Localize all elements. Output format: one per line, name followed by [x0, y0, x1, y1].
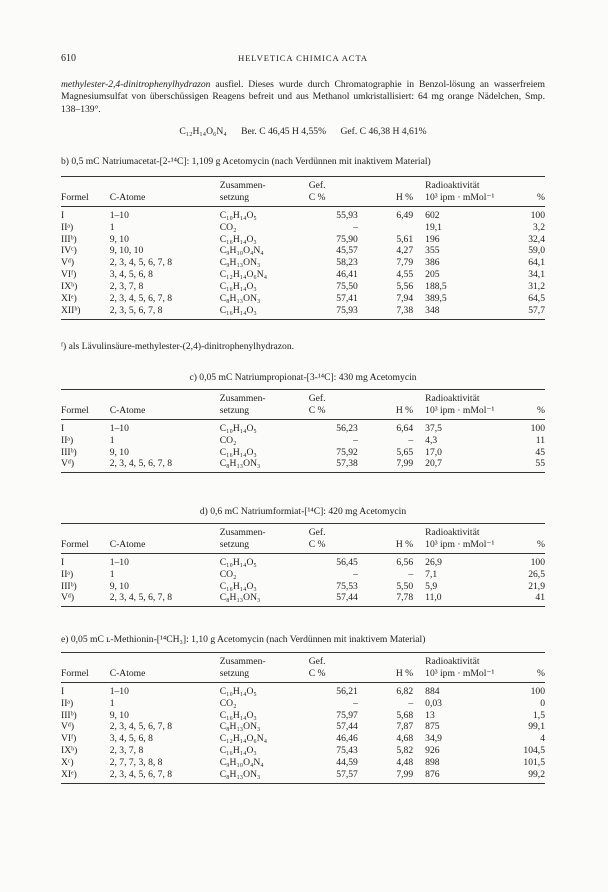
table-cell: C₈H₁₃ON₃: [219, 769, 261, 781]
column-header: C-Atome: [109, 191, 146, 203]
table-cell: 4,55: [396, 269, 414, 281]
table-cell: 9, 10: [109, 233, 129, 245]
table-cell: C₉H₁₃ON₃: [219, 257, 261, 269]
table-row: [61, 245, 545, 257]
column-header: [110, 390, 220, 405]
table-cell: –: [353, 568, 358, 580]
table-cell: –: [353, 697, 358, 709]
table-cell: 45: [535, 446, 545, 458]
table-cell: 196: [425, 233, 440, 245]
table-cell: 64,1: [528, 257, 545, 269]
table-cell: 7,78: [396, 592, 414, 604]
column-header: [61, 177, 110, 192]
table-cell: 31,2: [528, 281, 545, 293]
table-row: [61, 435, 545, 447]
table-row: [61, 698, 545, 710]
table-cell: Vᵈ): [61, 721, 75, 733]
table-cell: 2, 3, 7, 8: [109, 745, 144, 757]
table-section-e: [61, 652, 545, 784]
table-cell: C₁₆H₁₄O₃: [219, 233, 257, 245]
table-cell: 75,92: [336, 446, 358, 458]
table-cell: C₁₆H₁₄O₃: [219, 745, 257, 757]
table-cell: 3,2: [533, 221, 545, 233]
table-cell: 2, 3, 7, 8: [109, 281, 144, 293]
column-header: 10³ ipm · mMol⁻¹: [425, 667, 495, 679]
table-cell: 7,38: [396, 304, 414, 316]
table-cell: Xᶜ): [61, 757, 74, 769]
header-row-1: [61, 390, 545, 405]
header-row-1: [61, 524, 545, 539]
table-cell: 1–10: [109, 685, 129, 697]
table-cell: 26,9: [425, 556, 442, 568]
column-header: Radioaktivität: [425, 180, 480, 191]
table-cell: 876: [425, 769, 440, 781]
table-cell: 41: [535, 592, 545, 604]
table-cell: 56,21: [336, 685, 358, 697]
table-cell: 20,7: [425, 458, 442, 470]
table-cell: 4: [540, 733, 545, 745]
table-section-b: [61, 176, 545, 320]
table-cell: C₁₆H₁₄O₃: [219, 709, 257, 721]
footnote-f: ᶠ) als Lävulinsäure-methylester-(2,4)-dinitrophenylhydrazon.: [61, 341, 295, 352]
table-cell: 7,87: [396, 721, 414, 733]
table-cell: 348: [425, 304, 440, 316]
table-cell: IIIᵇ): [61, 709, 77, 721]
column-header: Zusammen-: [219, 527, 266, 538]
table-row: [61, 745, 545, 757]
column-header: [110, 653, 220, 668]
journal-title: HELVETICA CHIMICA ACTA: [237, 53, 369, 63]
column-header: 10³ ipm · mMol⁻¹: [425, 404, 495, 416]
column-header: Zusammen-: [219, 180, 266, 191]
table-cell: C₈H₁₃ON₃: [219, 592, 261, 604]
table-cell: CO₂: [219, 434, 237, 446]
table-cell: 100: [530, 422, 545, 434]
table-cell: 19,1: [425, 221, 442, 233]
table-cell: C₁₆H₁₄O₃: [219, 304, 257, 316]
section-title-b: b) 0,5 mC Natriumacetat-[2-¹⁴C]: 1,109 g Acetomycin (nach Verdünnen mit inaktivem Material): [61, 156, 431, 167]
column-header: [110, 177, 220, 192]
table-cell: 1: [109, 434, 115, 446]
table-cell: CO₂: [219, 221, 237, 233]
table-row: [61, 222, 545, 234]
column-header: [498, 653, 545, 668]
column-header: C %: [308, 538, 326, 550]
table-row: [61, 581, 545, 593]
page-number: 610: [61, 53, 76, 64]
table-row: [61, 419, 545, 434]
table-cell: 875: [425, 721, 440, 733]
table-cell: 1–10: [109, 209, 129, 221]
table-cell: C₈H₁₃ON₃: [219, 293, 261, 305]
table-cell: 0: [540, 697, 545, 709]
column-header: H %: [395, 667, 414, 679]
header-row-2: [61, 192, 545, 206]
table-row: [61, 757, 545, 769]
intro-text: ausfiel. Dieses wurde durch Chromatographie in Benzol-lösung an wasserfreiem Magnesiumsulfat von überschüssigen Reagens befreit und aus Methanol umkristallisiert: 64 mg orange Nädelchen, Smp. 138–139°.: [61, 79, 545, 115]
table-cell: 6,49: [396, 209, 414, 221]
table-cell: –: [408, 568, 414, 580]
table-cell: 55: [535, 458, 545, 470]
table-cell: 5,65: [396, 446, 414, 458]
table-cell: 11: [535, 434, 545, 446]
column-header: Zusammen-: [219, 656, 266, 667]
table-cell: CO₂: [219, 568, 237, 580]
table-cell: 57,38: [336, 458, 358, 470]
table-cell: 101,5: [523, 757, 545, 769]
table-cell: 26,5: [528, 568, 545, 580]
table-cell: 100: [530, 556, 545, 568]
table-cell: 21,9: [528, 580, 545, 592]
column-header: C-Atome: [109, 404, 146, 416]
table-cell: 57,44: [336, 592, 358, 604]
table-cell: 6,56: [396, 556, 414, 568]
table-cell: IIIᵇ): [61, 580, 77, 592]
table-cell: 7,1: [425, 568, 438, 580]
analysis-formula: C₁₂H₁₄O₆N₄: [179, 126, 227, 137]
table-cell: 13: [425, 709, 435, 721]
table-row: [61, 305, 545, 319]
column-header: Formel: [61, 404, 89, 416]
table-cell: 6,64: [396, 422, 414, 434]
table-cell: I: [61, 685, 65, 697]
table-cell: 5,61: [396, 233, 414, 245]
table-cell: 1: [109, 568, 115, 580]
column-header: Formel: [61, 667, 89, 679]
column-header: [498, 390, 545, 405]
table-cell: 2, 3, 4, 5, 6, 7, 8: [109, 458, 173, 470]
table-cell: I: [61, 422, 65, 434]
table-cell: VIᶠ): [61, 269, 77, 281]
table-cell: 7,79: [396, 257, 414, 269]
table-cell: IXᵇ): [61, 281, 78, 293]
table-cell: 5,9: [425, 580, 438, 592]
table-cell: C₁₀H₁₄O₅: [219, 422, 257, 434]
table-cell: 3, 4, 5, 6, 8: [109, 269, 153, 281]
table-cell: 4,48: [396, 757, 414, 769]
table-cell: 11,0: [425, 592, 442, 604]
column-header: C %: [308, 667, 326, 679]
column-header: Gef.: [308, 180, 326, 191]
table-cell: Vᵈ): [61, 257, 75, 269]
column-header: %: [537, 538, 545, 550]
table-cell: IXᵇ): [61, 745, 78, 757]
table-cell: 17,0: [425, 446, 442, 458]
table-cell: IIIᵇ): [61, 233, 77, 245]
table-cell: XIIᵇ): [61, 304, 81, 316]
table-row: [61, 769, 545, 783]
table-row: [61, 206, 545, 221]
table-cell: 45,57: [336, 245, 358, 257]
column-header: [366, 177, 425, 192]
table-cell: 9, 10: [109, 446, 129, 458]
table-cell: 9, 10, 10: [109, 245, 144, 257]
column-header: Formel: [61, 191, 89, 203]
table-cell: 2, 7, 7, 3, 8, 8: [109, 757, 163, 769]
table-cell: 57,41: [336, 293, 358, 305]
table-cell: 7,99: [396, 769, 414, 781]
table-section-d: [61, 523, 545, 607]
table-cell: XIᵉ): [61, 293, 77, 305]
table-row: [61, 592, 545, 606]
header-row-1: [61, 653, 545, 668]
table-cell: [366, 222, 425, 234]
column-header: 10³ ipm · mMol⁻¹: [425, 538, 495, 550]
table-cell: 55,93: [336, 209, 358, 221]
intro-italic: methylester-2,4-dinitrophenylhydrazon: [61, 79, 211, 90]
table-cell: 75,50: [336, 281, 358, 293]
table-cell: –: [353, 221, 358, 233]
section-title-c: c) 0,05 mC Natriumpropionat-[3-¹⁴C]: 430 mg Acetomycin: [189, 372, 417, 383]
table-cell: 104,5: [523, 745, 545, 757]
table-cell: C₉H₁₀O₄N₄: [219, 245, 264, 257]
column-header: Formel: [61, 538, 89, 550]
table-cell: 5,68: [396, 709, 414, 721]
column-header: setzung: [219, 404, 250, 416]
table-cell: 386: [425, 257, 440, 269]
table-cell: 75,97: [336, 709, 358, 721]
table-cell: 99,2: [528, 769, 545, 781]
table-cell: I: [61, 209, 65, 221]
table-cell: Vᵈ): [61, 458, 75, 470]
table-cell: 7,99: [396, 458, 414, 470]
table-row: [61, 257, 545, 269]
table-cell: 602: [425, 209, 440, 221]
table-cell: –: [408, 697, 414, 709]
table-cell: C₈H₁₃ON₃: [219, 721, 261, 733]
column-header: [366, 524, 425, 539]
table-cell: C₁₂H₁₄O₆N₄: [219, 269, 268, 281]
column-header: C-Atome: [109, 538, 146, 550]
column-header: Gef.: [308, 527, 326, 538]
table-cell: C₁₂H₁₄O₆N₄: [219, 733, 268, 745]
table-cell: 1–10: [109, 422, 129, 434]
table-cell: 4,68: [396, 733, 414, 745]
column-header: %: [537, 404, 545, 416]
table-cell: 5,56: [396, 281, 414, 293]
table-cell: 34,1: [528, 269, 545, 281]
column-header: [61, 653, 110, 668]
table-cell: C₁₀H₁₄O₅: [219, 685, 257, 697]
column-header: [61, 524, 110, 539]
table-cell: 9, 10: [109, 709, 129, 721]
table-cell: IIᵃ): [61, 697, 74, 709]
table-cell: 1–10: [109, 556, 129, 568]
table-cell: 58,23: [336, 257, 358, 269]
table-cell: 100: [530, 685, 545, 697]
column-header: H %: [395, 404, 414, 416]
table-cell: 37,5: [425, 422, 442, 434]
table-row: [61, 721, 545, 733]
column-header: [61, 390, 110, 405]
table-cell: 926: [425, 745, 440, 757]
table-cell: 2, 3, 5, 6, 7, 8: [109, 304, 163, 316]
table-row: [61, 569, 545, 581]
table-row: [61, 733, 545, 745]
table-cell: 1: [109, 697, 115, 709]
table-row: [61, 269, 545, 281]
table-cell: 5,50: [396, 580, 414, 592]
column-header: H %: [395, 191, 414, 203]
table-cell: Vᵈ): [61, 592, 75, 604]
elemental-analysis-line: [61, 126, 545, 138]
table-cell: I: [61, 556, 65, 568]
table-cell: 100: [530, 209, 545, 221]
table-cell: 9, 10: [109, 580, 129, 592]
column-header: [498, 524, 545, 539]
table-cell: 2, 3, 4, 5, 6, 7, 8: [109, 769, 173, 781]
column-header: 10³ ipm · mMol⁻¹: [425, 191, 495, 203]
table-cell: 7,94: [396, 293, 414, 305]
column-header: Gef.: [308, 393, 326, 404]
table-cell: 205: [425, 269, 440, 281]
table-cell: 59,0: [528, 245, 545, 257]
column-header: [366, 653, 425, 668]
table-cell: 57,57: [336, 769, 358, 781]
table-row: [61, 682, 545, 697]
column-header: C-Atome: [109, 667, 146, 679]
column-header: Gef.: [308, 656, 326, 667]
section-title-e: e) 0,05 mC ʟ-Methionin-[¹⁴CH₃]: 1,10 g Acetomycin (nach Verdünnen mit inaktivem Material): [61, 634, 426, 645]
table-cell: 2, 3, 4, 5, 6, 7, 8: [109, 721, 173, 733]
table-row: [61, 293, 545, 305]
table-cell: XIᵉ): [61, 769, 77, 781]
table-cell: C₁₀H₁₄O₅: [219, 209, 257, 221]
column-header: [498, 177, 545, 192]
table-cell: 99,1: [528, 721, 545, 733]
table-cell: –: [353, 434, 358, 446]
table-cell: 57,44: [336, 721, 358, 733]
column-header: setzung: [219, 191, 250, 203]
table-cell: 898: [425, 757, 440, 769]
table-cell: C₉H₁₀O₄N₄: [219, 757, 264, 769]
table-cell: 2, 3, 4, 5, 6, 7, 8: [109, 592, 173, 604]
table-cell: 75,43: [336, 745, 358, 757]
intro-paragraph: [61, 79, 545, 116]
table-section-c: [61, 389, 545, 473]
table-cell: 57,7: [528, 304, 545, 316]
table-cell: 5,82: [396, 745, 414, 757]
table-row: [61, 447, 545, 459]
header-row-2: [61, 539, 545, 553]
table-cell: IIᵃ): [61, 434, 74, 446]
table-cell: 56,23: [336, 422, 358, 434]
table-cell: IVᶜ): [61, 245, 77, 257]
table-cell: 1,5: [533, 709, 545, 721]
table-cell: C₁₆H₁₄O₃: [219, 281, 257, 293]
table-cell: 355: [425, 245, 440, 257]
table-row: [61, 710, 545, 722]
table-row: [61, 281, 545, 293]
column-header: setzung: [219, 538, 250, 550]
table-cell: 6,82: [396, 685, 414, 697]
analysis-calculated: Ber. C 46,45 H 4,55%: [241, 126, 327, 137]
table-cell: 4,3: [425, 434, 438, 446]
column-header: Radioaktivität: [425, 527, 480, 538]
header-row-2: [61, 668, 545, 682]
analysis-found: Gef. C 46,38 H 4,61%: [340, 126, 427, 137]
section-title-d: d) 0,6 mC Natriumformiat-[¹⁴C]: 420 mg Acetomycin: [199, 506, 407, 517]
table-cell: 64,5: [528, 293, 545, 305]
table-cell: –: [408, 434, 414, 446]
column-header: [110, 524, 220, 539]
table-row: [61, 234, 545, 246]
column-header: C %: [308, 191, 326, 203]
table-cell: 46,46: [336, 733, 358, 745]
table-cell: IIᵃ): [61, 568, 74, 580]
table-cell: 1: [109, 221, 115, 233]
column-header: Radioaktivität: [425, 393, 480, 404]
table-cell: C₁₀H₁₄O₅: [219, 556, 257, 568]
table-cell: 46,41: [336, 269, 358, 281]
table-cell: 0,03: [425, 697, 442, 709]
table-cell: C₈H₁₃ON₃: [219, 458, 261, 470]
column-header: %: [537, 667, 545, 679]
column-header: [366, 390, 425, 405]
table-cell: 75,93: [336, 304, 358, 316]
header-row-1: [61, 177, 545, 192]
table-cell: 3, 4, 5, 6, 8: [109, 733, 153, 745]
table-cell: 884: [425, 685, 440, 697]
table-row: [61, 458, 545, 472]
table-cell: C₁₆H₁₄O₃: [219, 446, 257, 458]
table-cell: 75,90: [336, 233, 358, 245]
header-row-2: [61, 405, 545, 419]
table-cell: 75,53: [336, 580, 358, 592]
column-header: C %: [308, 404, 326, 416]
table-cell: 56,45: [336, 556, 358, 568]
table-cell: 2, 3, 4, 5, 6, 7, 8: [109, 257, 173, 269]
table-cell: 32,4: [528, 233, 545, 245]
column-header: setzung: [219, 667, 250, 679]
column-header: Radioaktivität: [425, 656, 480, 667]
table-cell: VIᶠ): [61, 733, 77, 745]
table-cell: IIIᵇ): [61, 446, 77, 458]
page-header: [61, 53, 545, 67]
table-cell: CO₂: [219, 697, 237, 709]
column-header: %: [537, 191, 545, 203]
table-cell: IIᵃ): [61, 221, 74, 233]
table-cell: 2, 3, 4, 5, 6, 7, 8: [109, 293, 173, 305]
table-cell: 44,59: [336, 757, 358, 769]
column-header: H %: [395, 538, 414, 550]
table-cell: 188,5: [425, 281, 447, 293]
table-cell: 4,27: [396, 245, 414, 257]
column-header: Zusammen-: [219, 393, 266, 404]
table-cell: 389,5: [425, 293, 447, 305]
table-cell: 34,9: [425, 733, 442, 745]
table-row: [61, 553, 545, 568]
table-cell: C₁₆H₁₄O₃: [219, 580, 257, 592]
